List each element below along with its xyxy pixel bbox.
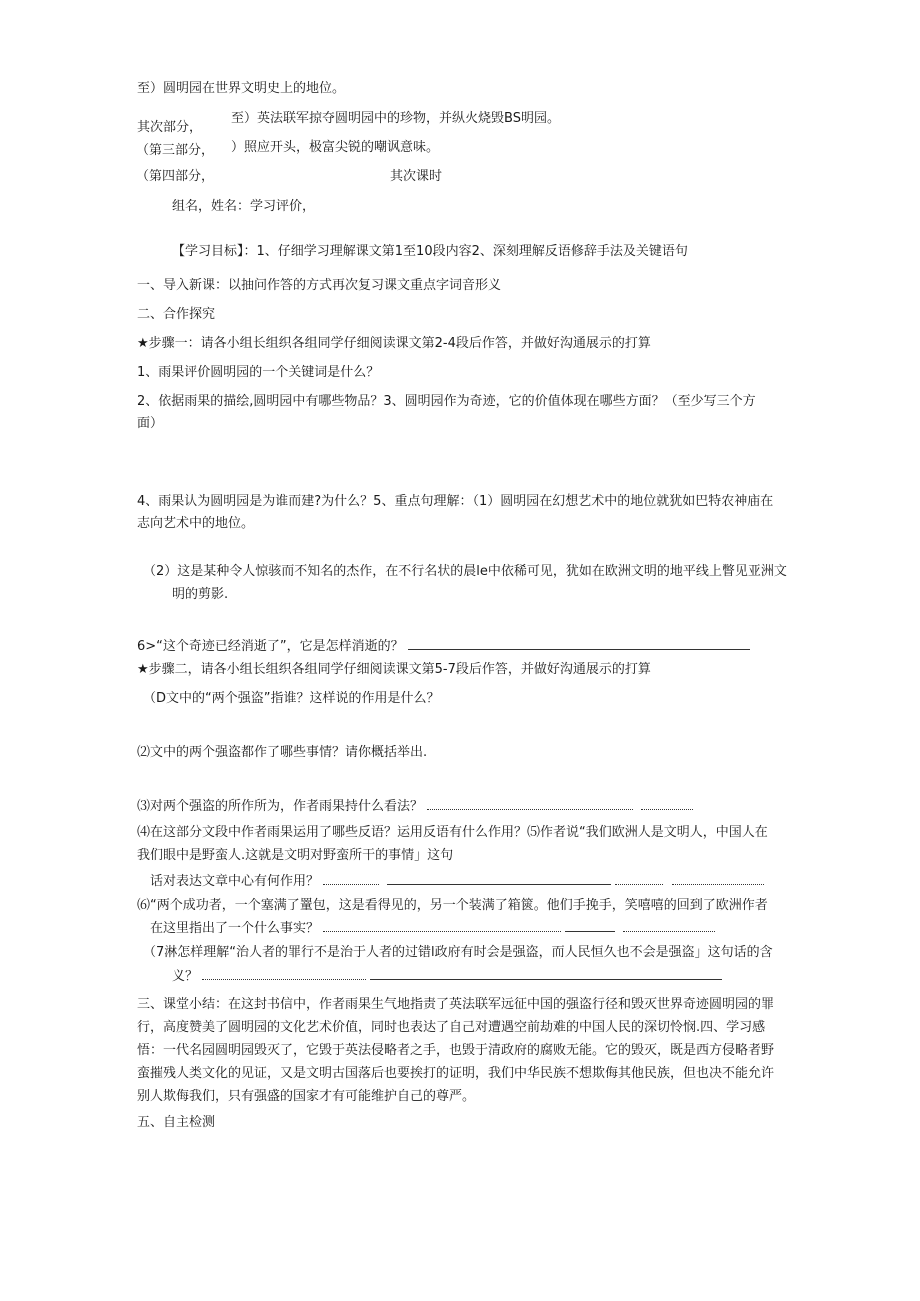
answer-blank[interactable] xyxy=(370,969,722,980)
question xyxy=(137,638,750,656)
question: 2、依据雨果的描绘,圆明园中有哪些物品？3、圆明园作为奇迹，它的价值体现在哪些方面？（至少写三个方 xyxy=(137,394,756,409)
answer-blank[interactable] xyxy=(323,874,379,885)
text-line: 至）圆明园在世界文明史上的地位。 xyxy=(137,81,346,96)
question: （2）这是某种令人惊骇而不知名的杰作，在不行名状的晨le中依稀可见，犹如在欧洲文明的地平线上瞥见亚洲文 xyxy=(143,564,787,579)
question xyxy=(150,873,764,891)
question: 4、雨果认为圆明园是为谁而建?为什么？5、重点句理解：（1）圆明园在幻想艺术中的地位就犹如巴特农神庙在 xyxy=(137,494,774,509)
answer-blank[interactable] xyxy=(408,639,750,650)
reflection-text: 蛮摧残人类文化的见证，又是文明古国落后也要挨打的证明，我们中华民族不想欺侮其他民族，但也决不能允许 xyxy=(137,1066,775,1081)
question-text: ⑶对两个强盗的所作所为，作者雨果持什么看法？ xyxy=(137,799,424,814)
question-text: 话对表达文章中心有何作用？ xyxy=(150,874,320,889)
question: （7淋怎样理解“治人者的罪行不是治于人者的过错l政府有时会是强盗，而人民恒久也不会是强盗」这句话的含 xyxy=(143,945,773,960)
step-heading: ★步骤一：请各小组长组织各组同学仔细阅读课文第2-4段后作答，并做好沟通展示的打算 xyxy=(137,336,651,351)
question-text: 义？ xyxy=(172,969,199,984)
section-heading: 五、自主检测 xyxy=(137,1115,216,1130)
question: ⑵文中的两个强盗都作了哪些事情？请你概括举出. xyxy=(137,745,428,760)
question-text: 在这里指出了一个什么事实？ xyxy=(150,921,320,936)
question xyxy=(172,968,722,986)
answer-blank[interactable] xyxy=(202,969,366,980)
reflection-text: 悟：一代名园圆明园毁灭了，它毁于英法侵略者之手，也毁于清政府的腐败无能。它的毁灭，既是西方侵略者野 xyxy=(137,1043,775,1058)
text-line: 至）英法联军掠夺圆明园中的珍物，并纵火烧毁BS明园。 xyxy=(231,111,560,126)
text-line: （第四部分， xyxy=(136,169,215,184)
question xyxy=(150,920,715,938)
answer-blank[interactable] xyxy=(623,921,715,932)
learning-goals: 【学习目标】：1、仔细学习理解课文第1至10段内容2、深刻理解反语修辞手法及关键语句 xyxy=(172,244,688,259)
text-line: 组名，姓名：学习评价， xyxy=(172,199,316,214)
question: 我们眼中是野蛮人.这就是文明对野蛮所干的事情」这句 xyxy=(137,848,454,863)
step-heading: ★步骤二，请各小组长组织各组同学仔细阅读课文第5-7段后作答，并做好沟通展示的打算 xyxy=(137,662,651,677)
question: 1、雨果评价圆明园的一个关键词是什么？ xyxy=(137,365,380,380)
question: ⑷在这部分文段中作者雨果运用了哪些反语？运用反语有什么作用？⑸作者说“我们欧洲人是文明人，中国人在 xyxy=(137,825,768,840)
question xyxy=(137,798,693,816)
question: ⑹“两个成功者，一个塞满了罿包，这是看得见的，另一个装满了箱篋。他们手挽手，笑嘻嘻的回到了欧洲作者 xyxy=(137,898,768,913)
answer-blank[interactable] xyxy=(427,799,633,810)
summary-text: 行，高度赞美了圆明园的文化艺术价值，同时也表达了自己对遭遇空前劫难的中国人民的深切怜悯.四、学习感 xyxy=(137,1020,766,1035)
answer-blank[interactable] xyxy=(615,874,663,885)
reflection-text: 别人欺侮我们，只有强盛的国家才有可能维护自己的尊严。 xyxy=(137,1089,476,1104)
answer-blank[interactable] xyxy=(672,874,764,885)
answer-blank[interactable] xyxy=(323,921,561,932)
answer-blank[interactable] xyxy=(565,921,615,932)
question: 面） xyxy=(137,416,164,431)
text-line: 其次部分， xyxy=(137,120,203,135)
answer-blank[interactable] xyxy=(641,799,693,810)
question-text: 6>“这个奇迹已经消逝了”，它是怎样消逝的？ xyxy=(137,639,404,654)
question: （D文中的“两个强盗”指谁？这样说的作用是什么？ xyxy=(143,691,440,706)
question: 志向艺术中的地位。 xyxy=(137,516,255,531)
answer-blank[interactable] xyxy=(387,874,611,885)
question: 明的剪影. xyxy=(172,587,229,602)
section-heading: 一、导入新课：以抽问作答的方式再次复习课文重点字词音形义 xyxy=(137,278,502,293)
summary-text: 三、课堂小结：在这封书信中，作者雨果生气地指责了英法联军远征中国的强盗行径和毁灭世界奇迹圆明园的罪 xyxy=(137,997,775,1012)
section-heading: 二、合作探究 xyxy=(137,307,216,322)
text-line: 其次课时 xyxy=(390,169,443,184)
text-line: ）照应开头，极富尖锐的嘲讽意味。 xyxy=(231,140,440,155)
text-line: （第三部分， xyxy=(136,143,215,158)
